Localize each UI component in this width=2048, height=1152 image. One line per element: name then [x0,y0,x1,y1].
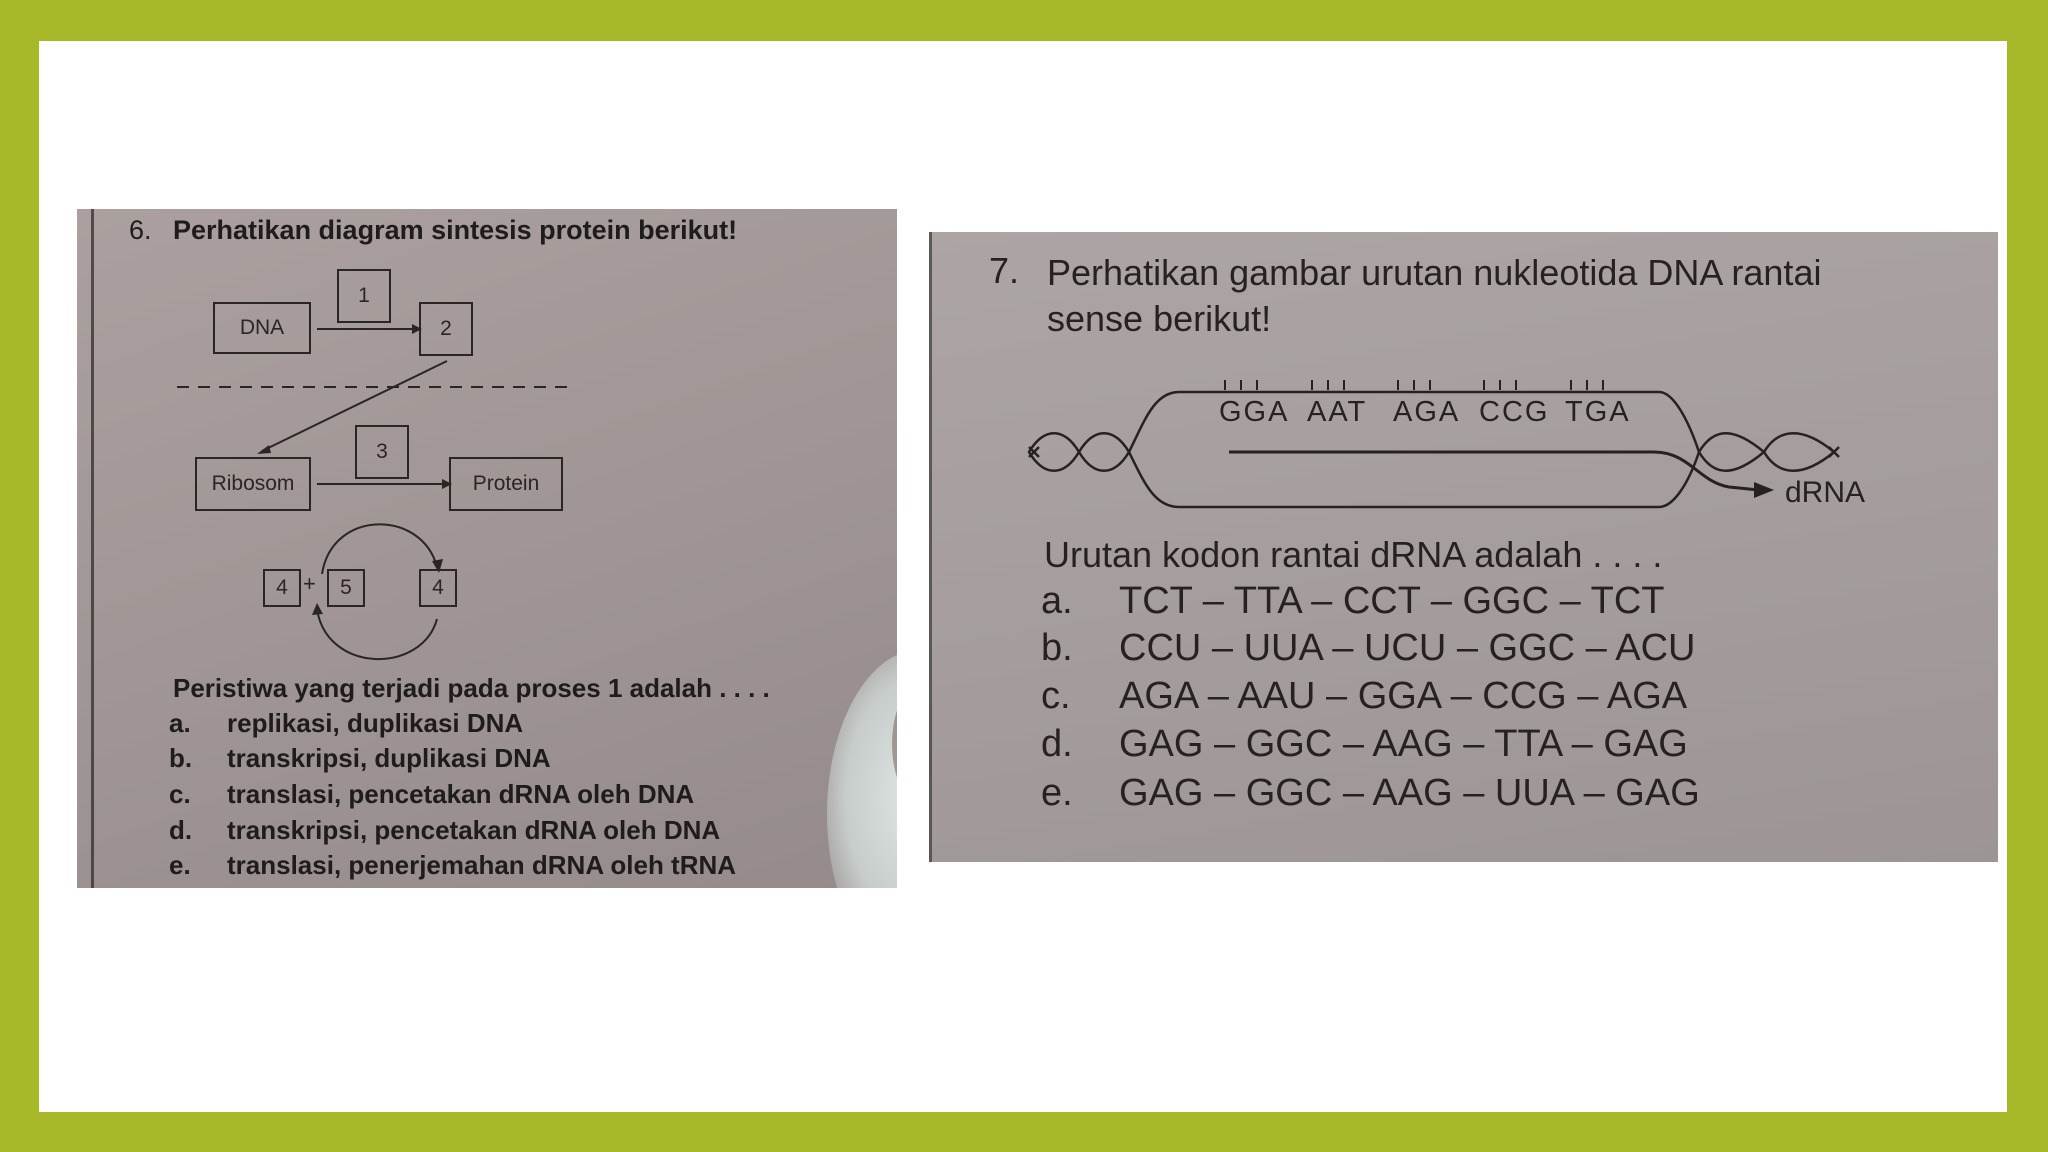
option-letter: b. [1041,627,1073,669]
question-7-photo [929,232,1998,862]
option-text: GAG – GGC – AAG – UUA – GAG [1119,772,1700,814]
codon-3: AGA [1393,396,1461,428]
question-6-option-c [169,779,694,810]
process-3-box: 3 [355,425,409,479]
cycle-box-4b: 4 [419,569,457,607]
codon-1: GGA [1219,396,1290,428]
question-7-option-c [1041,675,1687,718]
light-glare [827,649,897,888]
option-letter: c. [169,779,191,809]
option-letter: e. [169,850,191,880]
helix-left-1 [1029,433,1079,471]
drna-strand [1229,452,1759,490]
question-6-title: Perhatikan diagram sintesis protein berikut! [173,215,738,245]
arrowhead [312,603,323,615]
ribosom-box: Ribosom [195,457,311,511]
question-6-option-e [169,850,736,881]
option-text: GAG – GGC – AAG – TTA – GAG [1119,723,1688,765]
process-1-box: 1 [337,269,391,323]
question-7-number: 7. [989,250,1020,291]
process-2-box: 2 [419,302,473,356]
question-6-number: 6. [129,215,152,245]
cycle-arrow-bottom [317,609,437,659]
cycle-box-4: 4 [263,569,301,607]
question-7-option-b [1041,627,1695,670]
question-6-prompt: Peristiwa yang terjadi pada proses 1 adalah . . . . [173,673,770,703]
option-text: CCU – UUA – UCU – GGC – ACU [1119,627,1696,669]
option-letter: b. [169,743,193,773]
codon-5: TGA [1565,396,1631,428]
option-letter: a. [1041,580,1073,622]
option-text: translasi, pencetakan dRNA oleh DNA [227,779,695,809]
helix-end-left [1029,447,1039,457]
option-text: AGA – AAU – GGA – CCG – AGA [1119,675,1688,717]
helix-right-1 [1699,433,1764,471]
question-7-title-line-1: Perhatikan gambar urutan nukleotida DNA rantai [1047,252,1822,293]
option-letter: e. [1041,772,1073,814]
option-text: translasi, penerjemahan dRNA oleh tRNA [227,850,737,880]
dna-sense-strand-diagram [929,232,1998,532]
dna-box: DNA [213,302,311,354]
question-6-option-a [169,708,523,739]
plus-sign: + [303,571,316,596]
option-text: replikasi, duplikasi DNA [227,708,524,738]
drna-label: dRNA [1785,476,1866,509]
question-7-prompt: Urutan kodon rantai dRNA adalah . . . . [1044,534,1663,575]
question-7-option-d [1041,723,1688,766]
question-7-option-e [1041,772,1700,815]
question-6-option-b [169,743,551,774]
question-6-photo [77,209,897,888]
helix-end-right [1829,447,1839,457]
protein-box: Protein [449,457,563,511]
option-text: transkripsi, pencetakan dRNA oleh DNA [227,815,721,845]
question-7-option-a [1041,580,1665,623]
option-letter: d. [1041,723,1073,765]
option-letter: c. [1041,675,1071,717]
helix-right-2 [1764,433,1834,471]
option-text: TCT – TTA – CCT – GGC – TCT [1119,580,1665,622]
codon-2: AAT [1307,396,1368,428]
question-7-title-line-2: sense berikut! [1047,298,1272,339]
drna-arrowhead [1754,482,1774,498]
option-text: transkripsi, duplikasi DNA [227,743,551,773]
question-6-option-d [169,815,720,846]
cycle-box-5: 5 [327,569,365,607]
option-letter: a. [169,708,191,738]
option-letter: d. [169,815,193,845]
arrowhead [257,445,271,454]
cycle-arrow-top [322,524,437,574]
codon-4: CCG [1479,396,1550,428]
codon-ticks [1225,380,1603,390]
helix-left-2 [1079,433,1129,471]
protein-synthesis-diagram [77,209,897,669]
